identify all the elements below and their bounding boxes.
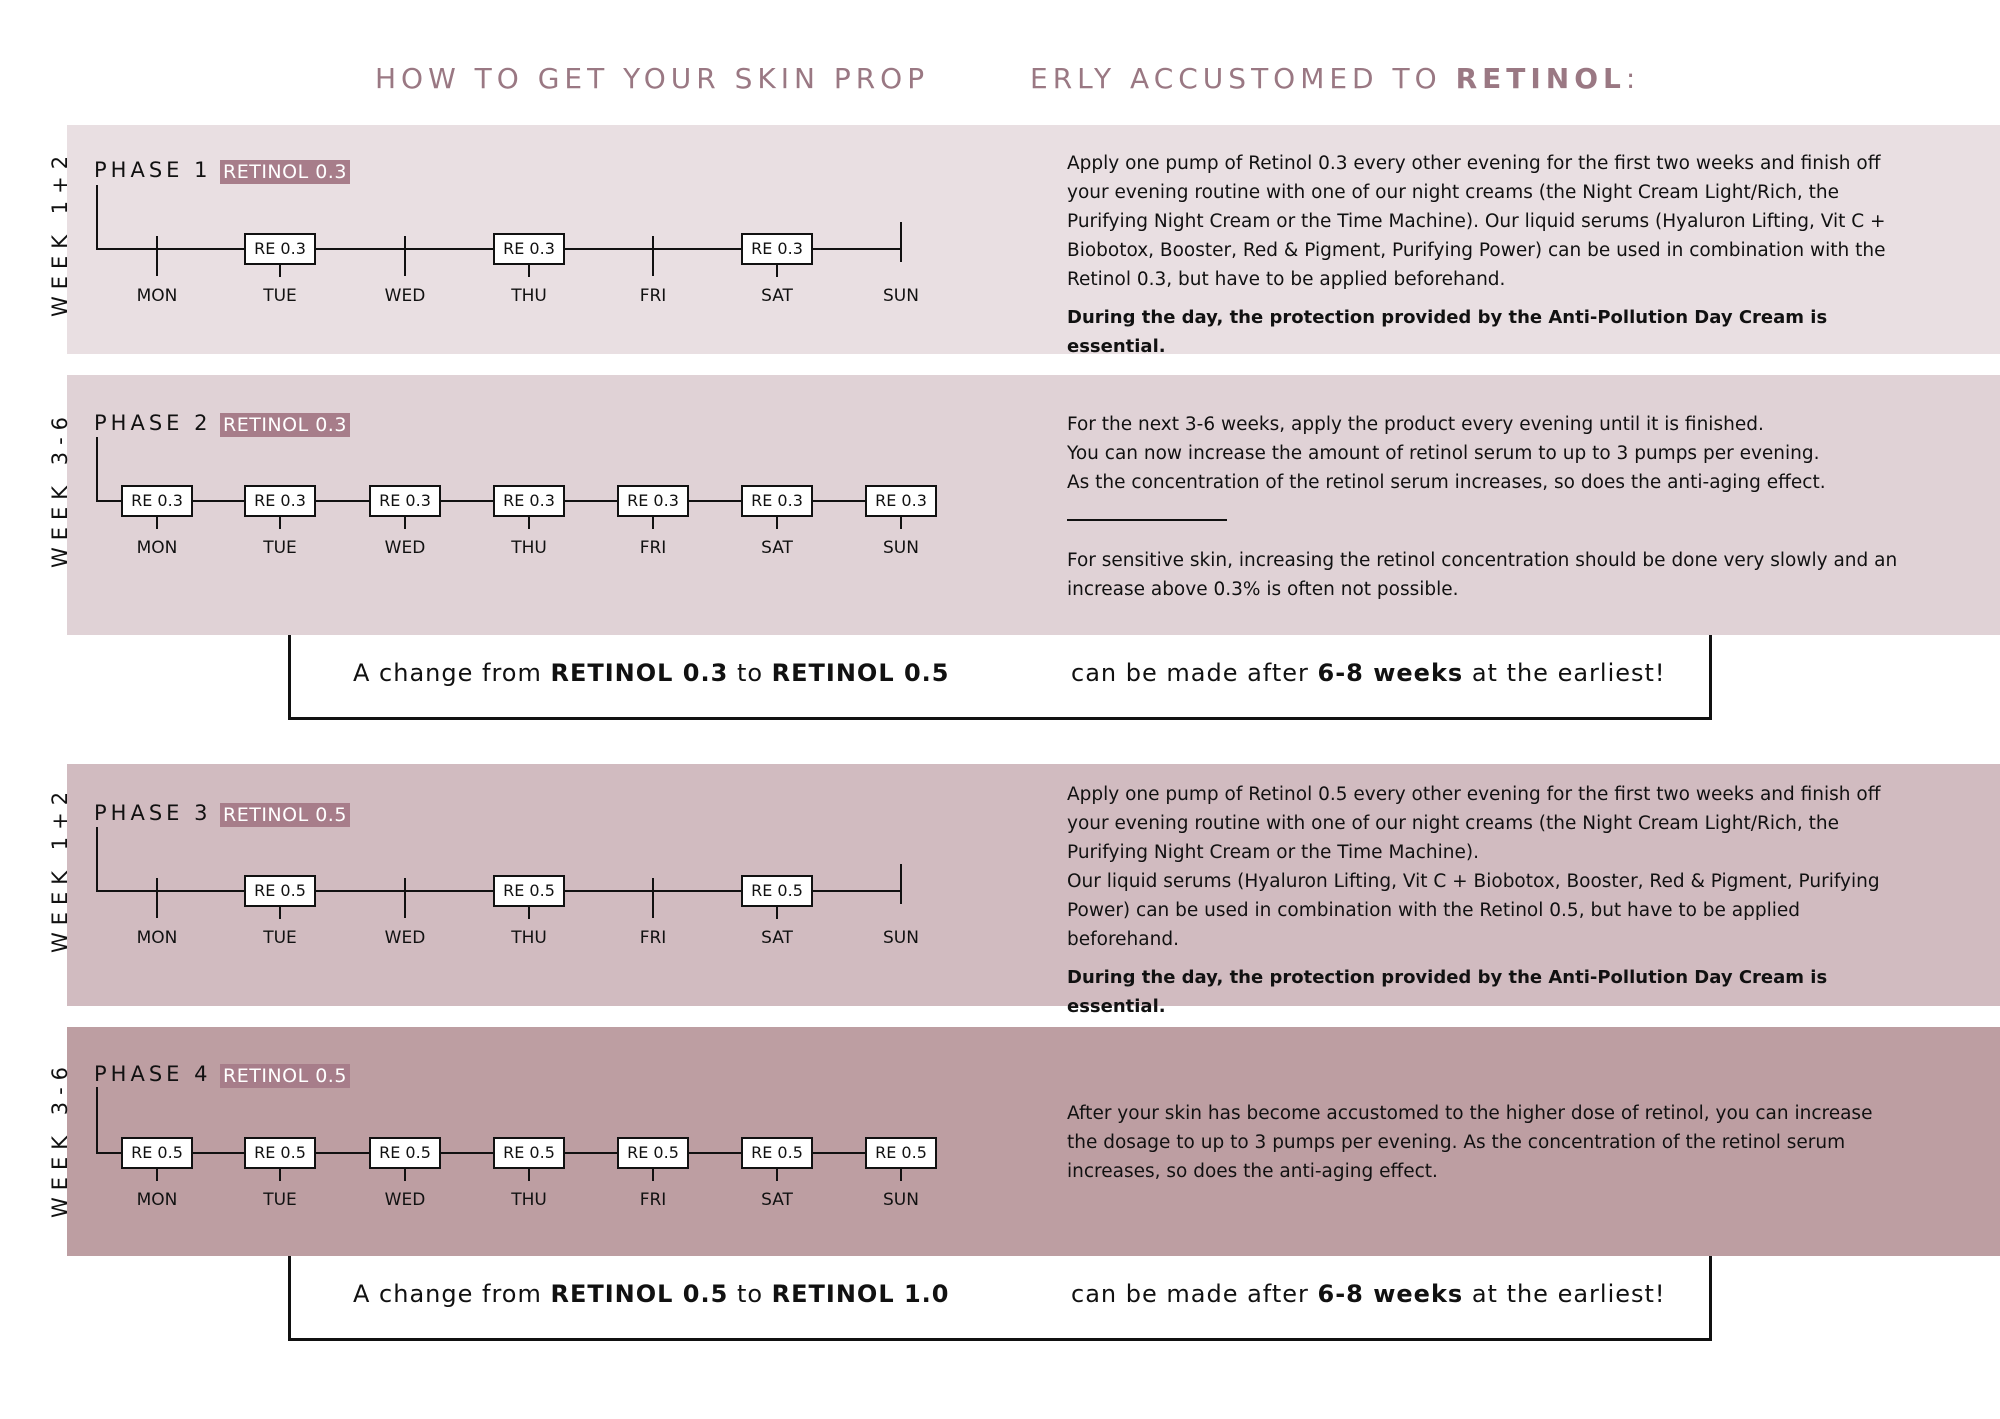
day-label: SAT	[761, 538, 793, 558]
dose-box: RE 0.3	[617, 485, 689, 517]
timeline-tick	[279, 516, 281, 529]
timeline-tick	[528, 516, 530, 529]
timeline-tick	[156, 516, 158, 529]
day-label: THU	[511, 538, 547, 558]
week-label: WEEK 3-6	[48, 409, 72, 569]
dose-box: RE 0.3	[741, 485, 813, 517]
dose-box: RE 0.5	[121, 1137, 193, 1169]
phase-label: PHASE 4	[94, 1062, 212, 1086]
timeline-tick	[528, 1168, 530, 1181]
timeline-tick	[404, 878, 406, 918]
paragraph: Apply one pump of Retinol 0.5 every other evening for the first two weeks and finish off your evening routine with one of our night creams (the Night Cream Light/Rich, the Purifying Night Cream or the Time Machine).	[1067, 784, 1881, 863]
retinol-tag: RETINOL 0.3	[220, 160, 350, 184]
phase-3-text	[1067, 780, 1907, 1021]
dose-box: RE 0.5	[617, 1137, 689, 1169]
note-text: to	[728, 1280, 772, 1308]
paragraph: For the next 3-6 weeks, apply the product every evening until it is finished.	[1067, 414, 1764, 435]
timeline-tick	[652, 516, 654, 529]
day-label: MON	[136, 928, 178, 948]
bold-paragraph: During the day, the protection provided by the Anti-Pollution Day Cream is essential.	[1067, 967, 1828, 1017]
dose-box: RE 0.5	[369, 1137, 441, 1169]
timeline-tick	[528, 264, 530, 277]
timeline-tick	[900, 516, 902, 529]
day-label: WED	[384, 286, 426, 306]
timeline-tick	[776, 516, 778, 529]
bold-paragraph: During the day, the protection provided by the Anti-Pollution Day Cream is essential.	[1067, 307, 1828, 357]
timeline-tick	[279, 264, 281, 277]
week-label: WEEK 1+2	[48, 148, 72, 317]
day-label: MON	[136, 286, 178, 306]
phase-2-text	[1067, 410, 1907, 497]
timeline-axis-start	[96, 185, 98, 249]
dose-box: RE 0.3	[865, 485, 937, 517]
timeline-tick	[776, 264, 778, 277]
dose-box: RE 0.5	[741, 875, 813, 907]
timeline-axis-start	[96, 437, 98, 501]
dose-box: RE 0.5	[741, 1137, 813, 1169]
timeline-axis-start	[96, 827, 98, 891]
phase-label: PHASE 2	[94, 411, 212, 435]
timeline-tick	[279, 1168, 281, 1181]
day-label: SUN	[883, 538, 919, 558]
paragraph: Our liquid serums (Hyaluron Lifting, Vit C + Biobotox, Booster, Red & Pigment, Purifying Power) can be used in combination with the Retinol 0.5, but have to be applied beforehand.	[1067, 871, 1880, 950]
title-suffix: :	[1625, 62, 1641, 95]
dose-box: RE 0.3	[369, 485, 441, 517]
dose-box: RE 0.5	[493, 875, 565, 907]
note-text: can be made after	[1071, 659, 1318, 687]
week-label: WEEK 1+2	[48, 784, 72, 953]
note-left	[353, 659, 950, 687]
phase-4-text	[1067, 1099, 1907, 1186]
dose-box: RE 0.3	[741, 233, 813, 265]
note-from: RETINOL 0.5	[550, 1280, 729, 1308]
day-label: TUE	[263, 1190, 297, 1210]
day-label: FRI	[639, 1190, 667, 1210]
change-note-1	[288, 635, 1712, 720]
timeline-tick	[404, 1168, 406, 1181]
page-title	[0, 62, 2000, 102]
timeline-tick	[900, 1168, 902, 1181]
day-label: WED	[384, 1190, 426, 1210]
note-from: RETINOL 0.3	[550, 659, 729, 687]
dose-box: RE 0.3	[121, 485, 193, 517]
paragraph: After your skin has become accustomed to the higher dose of retinol, you can increase the dosage to up to 3 pumps per evening. As the concentration of the retinol serum increases, so does the anti-aging effect.	[1067, 1103, 1873, 1182]
timeline-tick	[652, 1168, 654, 1181]
dose-box: RE 0.3	[244, 485, 316, 517]
note-right	[1071, 659, 1666, 687]
note-text: A change from	[353, 659, 551, 687]
timeline-tick	[156, 878, 158, 918]
timeline-tick	[776, 906, 778, 919]
note-text: at the earliest!	[1463, 1280, 1666, 1308]
paragraph: Apply one pump of Retinol 0.3 every other evening for the first two weeks and finish off your evening routine with one of our night creams (the Night Cream Light/Rich, the Purifying Night Cream or the Time Machine). Our liquid serums (Hyaluron Lifting, Vit C + Biobotox, Booster, Red & Pigment, Purifying Power) can be used in combination with the Retinol 0.3, but have to be applied beforehand.	[1067, 153, 1886, 290]
day-label: MON	[136, 538, 178, 558]
day-label: SUN	[883, 1190, 919, 1210]
title-part-1: HOW TO GET YOUR SKIN PROP	[375, 62, 930, 95]
day-label: FRI	[639, 928, 667, 948]
dose-box: RE 0.3	[493, 485, 565, 517]
dose-box: RE 0.3	[244, 233, 316, 265]
note-text: A change from	[353, 1280, 551, 1308]
day-label: WED	[384, 538, 426, 558]
day-label: THU	[511, 1190, 547, 1210]
phase-1-text	[1067, 149, 1907, 361]
note-right	[1071, 1280, 1666, 1308]
dose-box: RE 0.5	[244, 1137, 316, 1169]
dose-box: RE 0.5	[865, 1137, 937, 1169]
day-label: SAT	[761, 286, 793, 306]
dose-box: RE 0.5	[493, 1137, 565, 1169]
note-left	[353, 1280, 950, 1308]
timeline-tick	[900, 864, 902, 904]
note-text: at the earliest!	[1463, 659, 1666, 687]
paragraph: As the concentration of the retinol serum increases, so does the anti-aging effect.	[1067, 472, 1826, 493]
day-label: THU	[511, 928, 547, 948]
title-bold: RETINOL	[1455, 62, 1626, 95]
timeline-tick	[652, 236, 654, 276]
title-part-2-text: ERLY ACCUSTOMED TO	[1030, 62, 1456, 95]
phase-label: PHASE 3	[94, 801, 212, 825]
day-label: TUE	[263, 928, 297, 948]
timeline-tick	[404, 236, 406, 276]
day-label: SAT	[761, 928, 793, 948]
day-label: TUE	[263, 538, 297, 558]
separator-line	[1067, 519, 1227, 521]
phase-2-sensitive-text	[1067, 546, 1907, 604]
note-weeks: 6-8 weeks	[1317, 1280, 1464, 1308]
dose-box: RE 0.5	[244, 875, 316, 907]
day-label: SAT	[761, 1190, 793, 1210]
timeline-tick	[528, 906, 530, 919]
day-label: MON	[136, 1190, 178, 1210]
paragraph: You can now increase the amount of retinol serum to up to 3 pumps per evening.	[1067, 443, 1820, 464]
note-to: RETINOL 0.5	[771, 659, 950, 687]
change-note-2	[288, 1256, 1712, 1341]
note-to: RETINOL 1.0	[771, 1280, 950, 1308]
retinol-tag: RETINOL 0.3	[220, 413, 350, 437]
day-label: SUN	[883, 928, 919, 948]
week-label: WEEK 3-6	[48, 1059, 72, 1219]
note-text: can be made after	[1071, 1280, 1318, 1308]
day-label: WED	[384, 928, 426, 948]
retinol-tag: RETINOL 0.5	[220, 1064, 350, 1088]
phase-label: PHASE 1	[94, 158, 212, 182]
timeline-tick	[652, 878, 654, 918]
title-part-2	[1030, 62, 1640, 95]
day-label: TUE	[263, 286, 297, 306]
paragraph: For sensitive skin, increasing the retinol concentration should be done very slowly and an increase above 0.3% is often not possible.	[1067, 550, 1898, 600]
timeline-tick	[776, 1168, 778, 1181]
note-weeks: 6-8 weeks	[1317, 659, 1464, 687]
timeline-tick	[900, 222, 902, 262]
timeline-tick	[156, 236, 158, 276]
day-label: FRI	[639, 286, 667, 306]
timeline-tick	[404, 516, 406, 529]
day-label: THU	[511, 286, 547, 306]
day-label: SUN	[883, 286, 919, 306]
retinol-tag: RETINOL 0.5	[220, 803, 350, 827]
day-label: FRI	[639, 538, 667, 558]
dose-box: RE 0.3	[493, 233, 565, 265]
timeline-axis-start	[96, 1087, 98, 1153]
timeline-tick	[156, 1168, 158, 1181]
timeline-tick	[279, 906, 281, 919]
note-text: to	[728, 659, 772, 687]
